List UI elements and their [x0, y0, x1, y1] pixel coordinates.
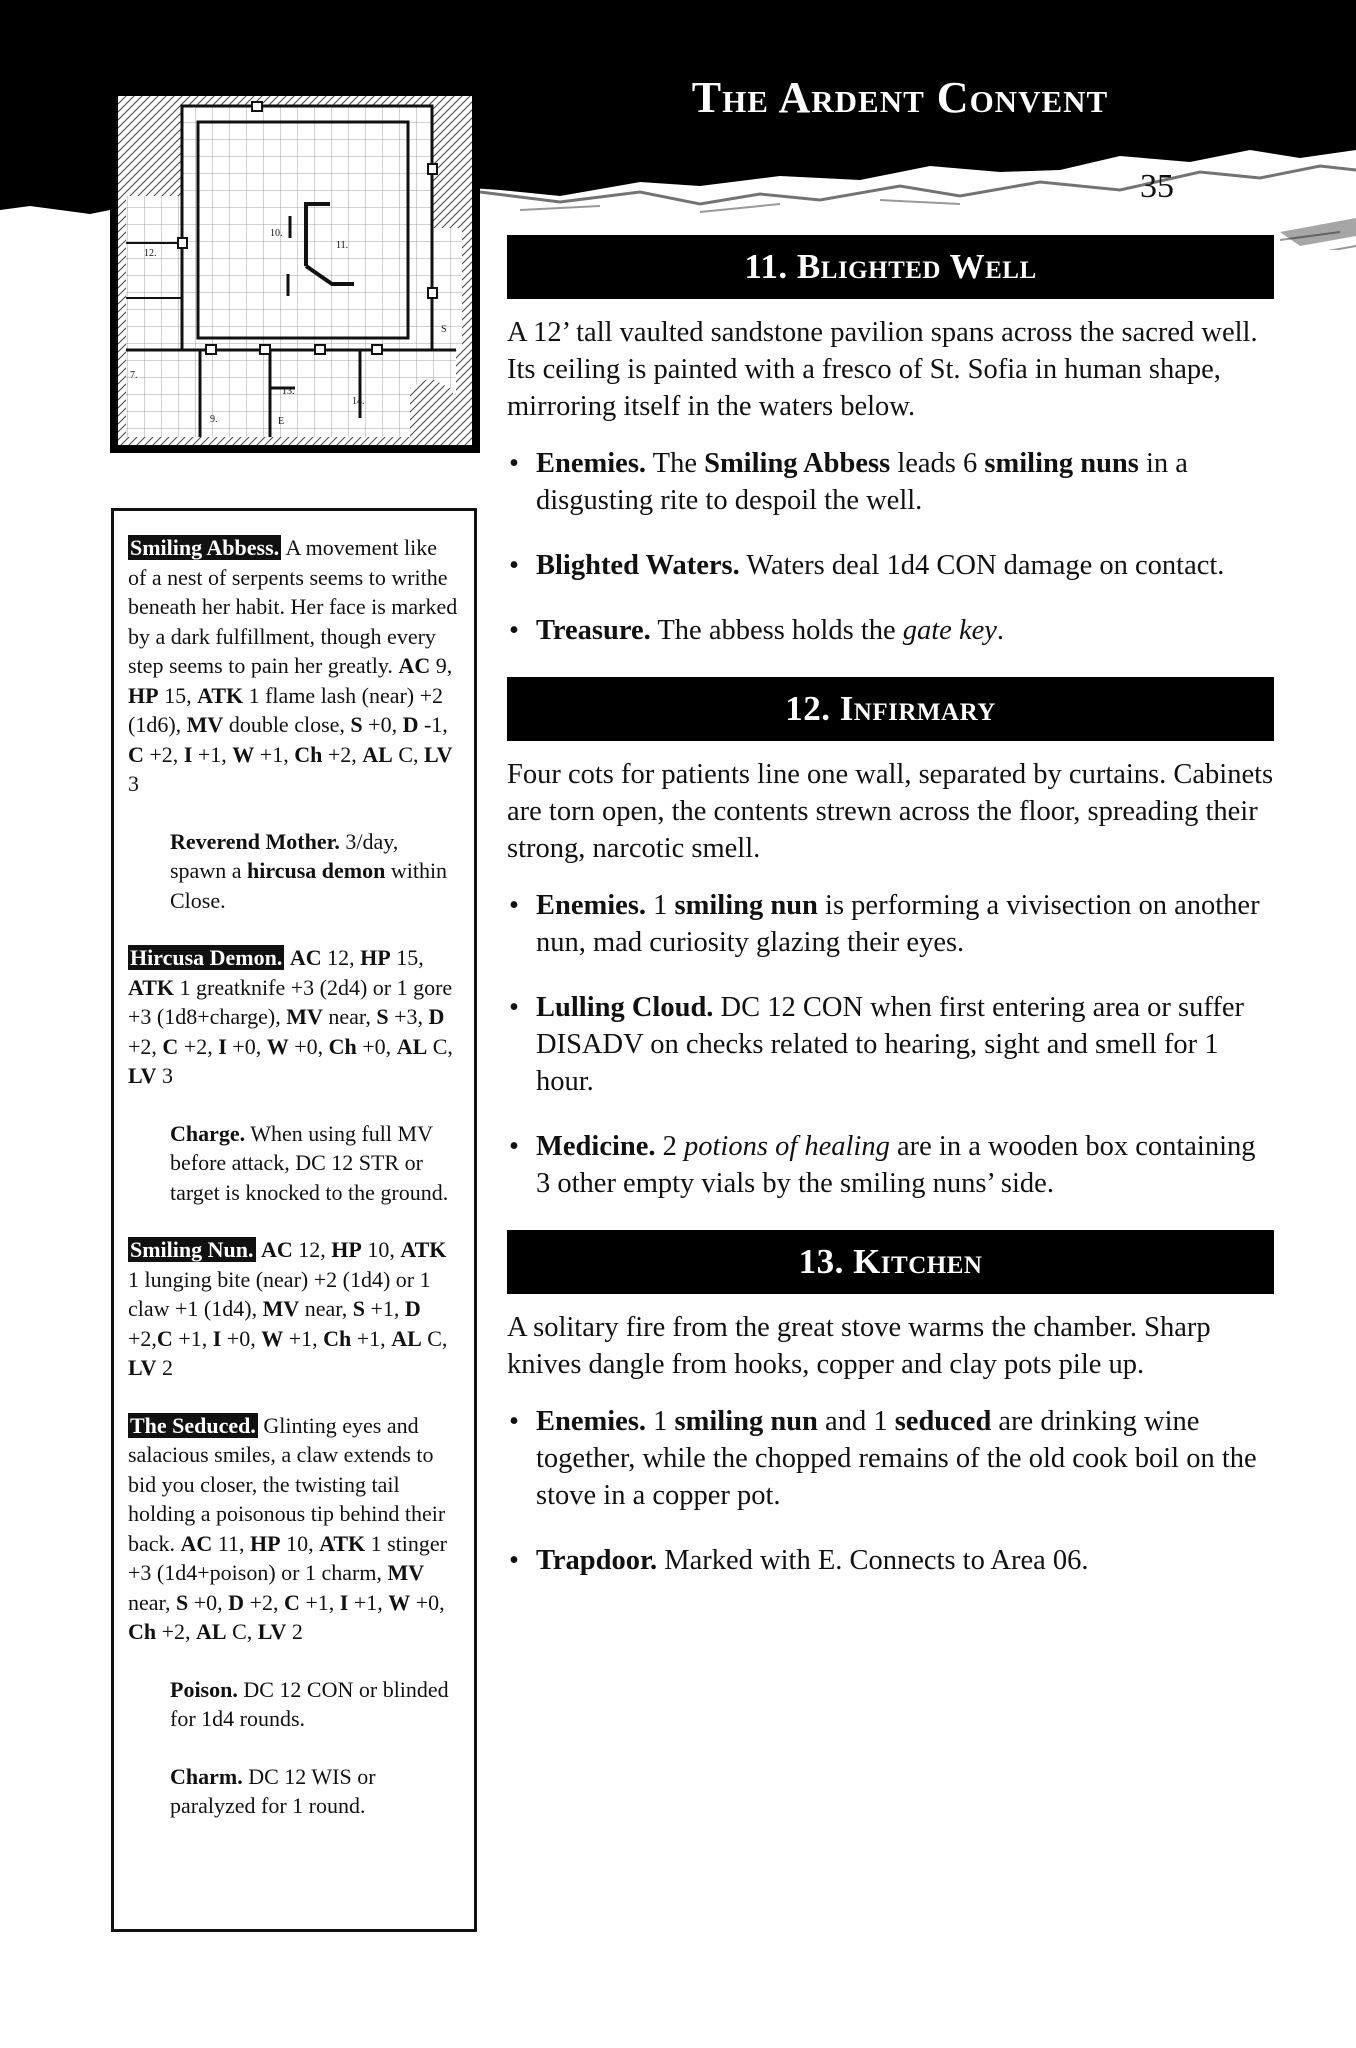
map-label-9: 9.	[210, 414, 218, 425]
creature-name: Smiling Abbess.	[130, 535, 280, 560]
ability-reverend-mother: Reverend Mother. 3/day, spawn a hircusa demon within Close.	[170, 828, 448, 913]
creature-name: Smiling Nun.	[130, 1237, 254, 1262]
statblock-hircusa-demon: Hircusa Demon. AC 12, HP 15, ATK 1 greatknife +3 (2d4) or 1 gore +3 (1d8+charge), MV near, S +3, D +2, C +2, I +0, W +0, Ch +0, AL C, LV 3	[128, 945, 453, 1088]
section-intro: A 12’ tall vaulted sandstone pavilion spans across the sacred well. Its ceiling is painted with a fresco of St. Sofia in human shape, mirroring itself in the waters below.	[507, 317, 1258, 422]
bullet-item: • Enemies. 1 smiling nun and 1 seduced are drinking wine together, while the chopped remains of the old cook boil on the stove in a copper pot.	[507, 1403, 1274, 1514]
map-label-7: 7.	[130, 370, 138, 381]
page-number: 35	[1140, 168, 1174, 205]
bullet-item: • Medicine. 2 potions of healing are in a wooden box containing 3 other empty vials by the smiling nuns’ side.	[507, 1128, 1274, 1202]
room-section	[507, 235, 1274, 649]
bullet-item: • Treasure. The abbess holds the gate key.	[507, 612, 1274, 649]
map-label-14: 14.	[352, 396, 365, 407]
ability-charge: Charge. When using full MV before attack, DC 12 STR or target is knocked to the ground.	[170, 1120, 449, 1205]
bullet-icon: •	[509, 1406, 519, 1437]
bullet-icon: •	[509, 992, 519, 1023]
map-label-10: 10.	[270, 228, 283, 239]
statblock-smiling-abbess: Smiling Abbess. A movement like of a nest of serpents seems to writhe beneath her habit. Her face is marked by a dark fulfillment, though every step seems to pain her greatly. AC 9, HP 15, ATK 1 flame lash (near) +2 (1d6), MV double close, S +0, D -1, C +2, I +1, W +1, Ch +2, AL C, LV 3	[128, 535, 458, 796]
ability-poison: Poison. DC 12 CON or blinded for 1d4 rounds.	[170, 1676, 449, 1731]
statblock-smiling-nun: Smiling Nun. AC 12, HP 10, ATK 1 lunging bite (near) +2 (1d4) or 1 claw +1 (1d4), MV near, S +1, D +2,C +1, I +0, W +1, Ch +1, AL C, LV 2	[128, 1237, 448, 1380]
room-section	[507, 1230, 1274, 1579]
bullet-item: • Blighted Waters. Waters deal 1d4 CON damage on contact.	[507, 547, 1274, 584]
ability-charm: Charm. DC 12 WIS or paralyzed for 1 round.	[170, 1763, 376, 1818]
section-intro: A solitary fire from the great stove warms the chamber. Sharp knives dangle from hooks, copper and clay pots pile up.	[507, 1312, 1211, 1380]
bullet-item: • Lulling Cloud. DC 12 CON when first entering area or suffer DISADV on checks related to hearing, sight and smell for 1 hour.	[507, 989, 1274, 1100]
bullet-list	[507, 887, 1274, 1202]
bullet-list	[507, 445, 1274, 649]
room-descriptions	[507, 235, 1274, 1607]
statblock-the-seduced: The Seduced. Glinting eyes and salacious smiles, a claw extends to bid you closer, the twisting tail holding a poisonous tip behind their back. AC 11, HP 10, ATK 1 stinger +3 (1d4+poison) or 1 charm, MV near, S +0, D +2, C +1, I +1, W +0, Ch +2, AL C, LV 2	[128, 1412, 447, 1644]
page-title: The Ardent Convent	[691, 73, 1109, 122]
statblock-sidebar	[111, 508, 477, 1932]
bullet-item: • Trapdoor. Marked with E. Connects to Area 06.	[507, 1542, 1274, 1579]
section-heading: 12. Infirmary	[507, 677, 1274, 741]
bullet-icon: •	[509, 550, 519, 581]
map-label-s: S	[441, 324, 447, 335]
section-heading: 13. Kitchen	[507, 1230, 1274, 1294]
section-heading: 11. Blighted Well	[507, 235, 1274, 299]
map-label-e: E	[278, 416, 285, 427]
map-label-11: 11.	[336, 240, 349, 251]
bullet-item: • Enemies. The Smiling Abbess leads 6 smiling nuns in a disgusting rite to despoil the well.	[507, 445, 1274, 519]
bullet-icon: •	[509, 1545, 519, 1576]
bullet-icon: •	[509, 890, 519, 921]
bullet-item: • Enemies. 1 smiling nun is performing a vivisection on another nun, mad curiosity glazing their eyes.	[507, 887, 1274, 961]
bullet-icon: •	[509, 448, 519, 479]
creature-name: Hircusa Demon.	[130, 945, 283, 970]
bullet-icon: •	[509, 1131, 519, 1162]
map-label-12: 12.	[144, 248, 157, 259]
bullet-icon: •	[509, 615, 519, 646]
section-intro: Four cots for patients line one wall, separated by curtains. Cabinets are torn open, the contents strewn across the floor, spreading their strong, narcotic smell.	[507, 759, 1274, 864]
room-section	[507, 677, 1274, 1202]
creature-name: The Seduced.	[130, 1412, 256, 1438]
bullet-list	[507, 1403, 1274, 1579]
map-label-13: 13.	[282, 386, 295, 397]
dungeon-map	[110, 88, 480, 453]
